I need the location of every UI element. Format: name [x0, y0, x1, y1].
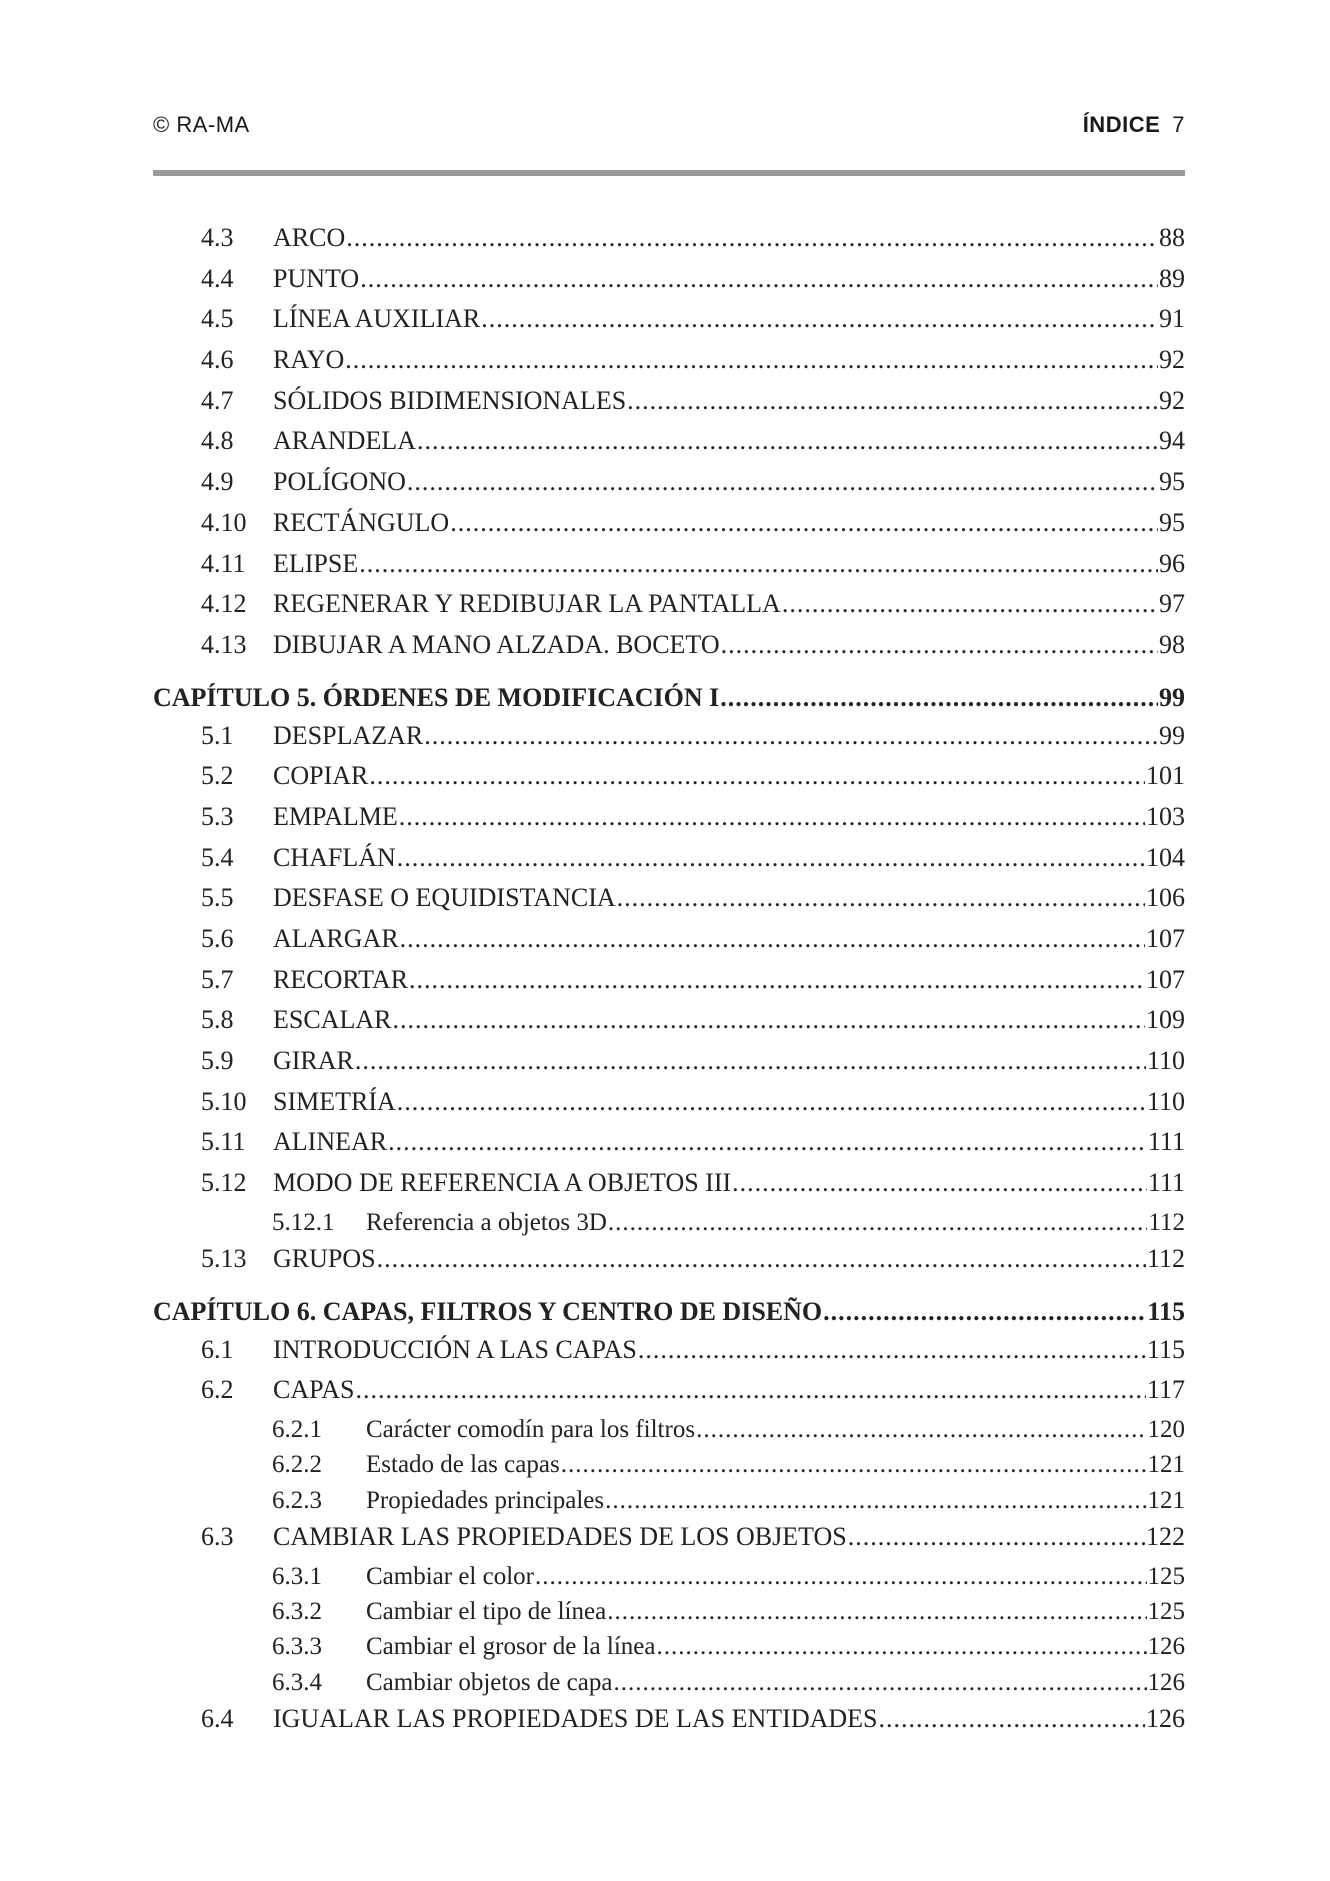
- dot-leader: [369, 761, 1145, 791]
- toc-entry-title: POLÍGONO: [273, 467, 406, 497]
- dot-leader: [732, 1168, 1147, 1198]
- toc-entry-title: EMPALME: [273, 801, 398, 831]
- dot-leader: [388, 1127, 1147, 1157]
- toc-entry-title: GRUPOS: [273, 1244, 376, 1274]
- dot-leader: [561, 1451, 1147, 1479]
- toc-chapter-entry: [153, 677, 1185, 719]
- toc-entry-page: 122: [1146, 1522, 1185, 1552]
- toc-section-entry: [153, 1522, 1185, 1563]
- toc-entry-title: Propiedades principales: [366, 1486, 605, 1514]
- dot-leader: [346, 223, 1158, 253]
- dot-leader: [345, 345, 1158, 375]
- toc-entry-number: 5.12.1: [272, 1208, 335, 1236]
- toc-entry-number: 5.10: [201, 1086, 247, 1116]
- toc-entry-page: 126: [1147, 1633, 1185, 1661]
- toc-entry-page: 97: [1159, 589, 1185, 619]
- page-header: [153, 108, 1185, 142]
- toc-entry-page: 121: [1147, 1451, 1185, 1479]
- dot-leader: [355, 1375, 1146, 1405]
- toc-entry-title: IGUALAR LAS PROPIEDADES DE LAS ENTIDADES: [273, 1703, 878, 1733]
- toc-entry-number: 6.3.2: [272, 1598, 322, 1626]
- toc-section-entry: [153, 589, 1185, 630]
- toc-entry-page: 92: [1159, 385, 1185, 415]
- toc-entry-title: RECORTAR: [273, 964, 409, 994]
- dot-leader: [627, 386, 1158, 416]
- toc-entry-title: MODO DE REFERENCIA A OBJETOS III: [273, 1168, 732, 1198]
- toc-entry-number: 6.3.1: [272, 1562, 322, 1590]
- toc-entry-page: 98: [1159, 629, 1185, 659]
- dot-leader: [359, 549, 1158, 579]
- toc-subsection-entry: [153, 1633, 1185, 1668]
- toc-subsection-entry: [153, 1669, 1185, 1704]
- toc-section-entry: [153, 761, 1185, 802]
- dot-leader: [400, 924, 1145, 954]
- toc-entry-number: 4.6: [201, 345, 234, 375]
- toc-entry-number: 4.12: [201, 589, 247, 619]
- toc-entry-page: 121: [1147, 1486, 1185, 1514]
- toc-entry-title: Cambiar objetos de capa: [366, 1668, 613, 1696]
- toc-section-entry: [153, 802, 1185, 843]
- toc-entry-page: 110: [1146, 1046, 1185, 1076]
- toc-subsection-entry: [153, 1487, 1185, 1522]
- dot-leader: [409, 965, 1145, 995]
- toc-section-entry: [153, 1335, 1185, 1376]
- toc-entry-number: 6.1: [201, 1334, 234, 1364]
- toc-section-entry: [153, 1244, 1185, 1285]
- toc-entry-title: LÍNEA AUXILIAR: [273, 304, 481, 334]
- dot-leader: [721, 630, 1158, 660]
- dot-leader: [617, 883, 1145, 913]
- toc-entry-page: 89: [1159, 263, 1185, 293]
- toc-entry-number: 4.11: [201, 548, 246, 578]
- toc-entry-title: REGENERAR Y REDIBUJAR LA PANTALLA: [273, 589, 781, 619]
- toc-entry-title: ARCO: [273, 223, 346, 252]
- toc-entry-title: ELIPSE: [273, 548, 359, 578]
- toc-section-entry: [153, 883, 1185, 924]
- toc-section-entry: [153, 467, 1185, 508]
- toc-section-entry: [153, 549, 1185, 590]
- header-rule: [153, 170, 1185, 176]
- toc-section-entry: [153, 965, 1185, 1006]
- toc-entry-title: CAPÍTULO 6. CAPAS, FILTROS Y CENTRO DE DISEÑO: [153, 1296, 823, 1326]
- toc-entry-page: 95: [1159, 467, 1185, 497]
- toc-entry-title: GIRAR: [273, 1046, 354, 1076]
- toc-entry-page: 126: [1147, 1668, 1185, 1696]
- toc-entry-title: Estado de las capas: [366, 1451, 560, 1479]
- dot-leader: [607, 1598, 1146, 1626]
- toc-entry-number: 4.4: [201, 263, 234, 293]
- toc-section-entry: [153, 345, 1185, 386]
- dot-leader: [424, 721, 1158, 751]
- toc-section-entry: [153, 1046, 1185, 1087]
- dot-leader: [397, 1087, 1146, 1117]
- toc-entry-title: SÓLIDOS BIDIMENSIONALES: [273, 385, 627, 415]
- toc-entry-number: 5.3: [201, 801, 234, 831]
- toc-section-entry: [153, 843, 1185, 884]
- dot-leader: [392, 1005, 1145, 1035]
- toc-entry-title: CHAFLÁN: [273, 842, 396, 872]
- toc-entry-number: 4.9: [201, 467, 234, 497]
- toc-entry-title: Cambiar el color: [366, 1562, 534, 1590]
- toc-entry-number: 4.10: [201, 507, 247, 537]
- toc-entry-number: 6.3.4: [272, 1668, 322, 1696]
- toc-entry-page: 96: [1159, 548, 1185, 578]
- toc-entry-title: DIBUJAR A MANO ALZADA. BOCETO: [273, 629, 720, 659]
- dot-leader: [399, 802, 1145, 832]
- toc-entry-number: 5.5: [201, 883, 234, 913]
- toc-section-entry: [153, 304, 1185, 345]
- toc-entry-title: CAPÍTULO 5. ÓRDENES DE MODIFICACIÓN I: [153, 682, 720, 712]
- toc-entry-page: 99: [1159, 720, 1185, 750]
- toc-entry-page: 110: [1146, 1086, 1185, 1116]
- toc-entry-page: 94: [1159, 426, 1185, 456]
- toc-entry-number: 6.2.3: [272, 1486, 322, 1514]
- toc-entry-number: 4.8: [201, 426, 234, 456]
- toc-entry-number: 5.4: [201, 842, 234, 872]
- toc-entry-number: 5.7: [201, 964, 234, 994]
- toc-subsection-entry: [153, 1209, 1185, 1244]
- toc-entry-page: 109: [1146, 1005, 1185, 1035]
- toc-entry-page: 104: [1146, 842, 1185, 872]
- dot-leader: [696, 1416, 1146, 1444]
- running-head: [1083, 112, 1185, 138]
- toc-entry-title: ARANDELA: [273, 426, 416, 456]
- section-title: ÍNDICE: [1082, 112, 1161, 137]
- toc-section-entry: [153, 721, 1185, 762]
- dot-leader: [608, 1209, 1148, 1237]
- toc-entry-number: 4.5: [201, 304, 234, 334]
- toc-entry-number: 6.3.3: [272, 1633, 322, 1661]
- toc-entry-page: 95: [1159, 507, 1185, 537]
- toc-entry-page: 101: [1146, 761, 1185, 791]
- toc-entry-number: 5.2: [201, 761, 234, 791]
- toc-entry-page: 126: [1146, 1703, 1185, 1733]
- toc-section-entry: [153, 508, 1185, 549]
- dot-leader: [360, 264, 1158, 294]
- toc-entry-number: 4.13: [201, 629, 247, 659]
- toc-subsection-entry: [153, 1451, 1185, 1486]
- toc-entry-number: 6.2.1: [272, 1416, 322, 1444]
- toc-entry-page: 115: [1146, 1334, 1185, 1364]
- toc-entry-title: Cambiar el tipo de línea: [366, 1598, 607, 1626]
- dot-leader: [355, 1046, 1146, 1076]
- dot-leader: [450, 508, 1158, 538]
- toc-entry-number: 5.1: [201, 720, 234, 750]
- toc-entry-page: 106: [1146, 883, 1185, 913]
- toc-entry-number: 5.11: [201, 1127, 246, 1157]
- dot-leader: [823, 1297, 1146, 1327]
- dot-leader: [720, 683, 1158, 713]
- toc-entry-number: 5.9: [201, 1046, 234, 1076]
- toc-entry-page: 88: [1159, 223, 1185, 252]
- toc-entry-title: RECTÁNGULO: [273, 507, 450, 537]
- toc-entry-title: PUNTO: [273, 263, 360, 293]
- dot-leader: [535, 1563, 1147, 1591]
- toc-section-entry: [153, 1704, 1185, 1745]
- toc-section-entry: [153, 426, 1185, 467]
- toc-section-entry: [153, 264, 1185, 305]
- toc-entry-page: 120: [1147, 1416, 1185, 1444]
- toc-section-entry: [153, 1375, 1185, 1416]
- toc-entry-title: INTRODUCCIÓN A LAS CAPAS: [273, 1334, 637, 1364]
- toc-section-entry: [153, 1087, 1185, 1128]
- toc-entry-title: CAMBIAR LAS PROPIEDADES DE LOS OBJETOS: [273, 1522, 847, 1552]
- toc-section-entry: [153, 1127, 1185, 1168]
- dot-leader: [613, 1669, 1146, 1697]
- dot-leader: [397, 843, 1145, 873]
- toc-subsection-entry: [153, 1563, 1185, 1598]
- dot-leader: [848, 1522, 1145, 1552]
- toc-section-entry: [153, 924, 1185, 965]
- dot-leader: [377, 1244, 1146, 1274]
- dot-leader: [879, 1704, 1146, 1734]
- toc-entry-page: 107: [1146, 924, 1185, 953]
- toc-entry-title: RAYO: [273, 345, 345, 375]
- toc-entry-title: COPIAR: [273, 761, 369, 791]
- toc-entry-page: 115: [1147, 1296, 1185, 1326]
- table-of-contents: [153, 223, 1185, 1745]
- toc-entry-title: Cambiar el grosor de la línea: [366, 1633, 656, 1661]
- toc-subsection-entry: [153, 1598, 1185, 1633]
- toc-entry-number: 6.3: [201, 1522, 234, 1552]
- toc-entry-title: DESFASE O EQUIDISTANCIA: [273, 883, 616, 913]
- toc-entry-page: 111: [1147, 1127, 1185, 1157]
- toc-entry-page: 103: [1146, 801, 1185, 831]
- toc-entry-title: ALARGAR: [273, 924, 399, 953]
- dot-leader: [656, 1633, 1146, 1661]
- toc-section-entry: [153, 630, 1185, 671]
- toc-chapter-entry: [153, 1291, 1185, 1333]
- page-number: 7: [1172, 112, 1185, 137]
- toc-entry-number: 5.13: [201, 1244, 247, 1274]
- toc-entry-number: 6.4: [201, 1703, 234, 1733]
- toc-section-entry: [153, 1005, 1185, 1046]
- toc-entry-number: 4.3: [201, 223, 234, 252]
- toc-entry-title: Referencia a objetos 3D: [366, 1208, 607, 1236]
- toc-entry-page: 117: [1146, 1375, 1185, 1405]
- toc-entry-page: 92: [1159, 345, 1185, 375]
- toc-entry-number: 4.7: [201, 385, 234, 415]
- toc-entry-title: Carácter comodín para los filtros: [366, 1416, 696, 1444]
- toc-entry-number: 6.2: [201, 1375, 234, 1405]
- toc-entry-page: 107: [1146, 964, 1185, 994]
- toc-entry-title: CAPAS: [273, 1375, 355, 1405]
- toc-subsection-entry: [153, 1416, 1185, 1451]
- toc-entry-title: ESCALAR: [273, 1005, 392, 1035]
- toc-entry-number: 5.8: [201, 1005, 234, 1035]
- dot-leader: [407, 467, 1158, 497]
- toc-entry-page: 111: [1147, 1168, 1185, 1198]
- toc-entry-number: 5.12: [201, 1168, 247, 1198]
- toc-entry-page: 99: [1159, 682, 1185, 712]
- toc-entry-number: 5.6: [201, 924, 234, 953]
- dot-leader: [605, 1487, 1146, 1515]
- publisher-mark: © RA-MA: [153, 112, 250, 137]
- dot-leader: [417, 426, 1158, 456]
- toc-entry-page: 91: [1159, 304, 1185, 334]
- toc-entry-title: DESPLAZAR: [273, 720, 424, 750]
- dot-leader: [782, 589, 1158, 619]
- toc-section-entry: [153, 223, 1185, 264]
- toc-entry-title: ALINEAR: [273, 1127, 388, 1157]
- toc-section-entry: [153, 1168, 1185, 1209]
- toc-section-entry: [153, 386, 1185, 427]
- toc-entry-number: 6.2.2: [272, 1451, 322, 1479]
- toc-entry-page: 125: [1147, 1562, 1185, 1590]
- toc-entry-page: 112: [1148, 1208, 1185, 1236]
- dot-leader: [481, 304, 1158, 334]
- toc-entry-title: SIMETRÍA: [273, 1086, 396, 1116]
- toc-entry-page: 112: [1146, 1244, 1185, 1274]
- dot-leader: [638, 1335, 1146, 1365]
- toc-entry-page: 125: [1147, 1598, 1185, 1626]
